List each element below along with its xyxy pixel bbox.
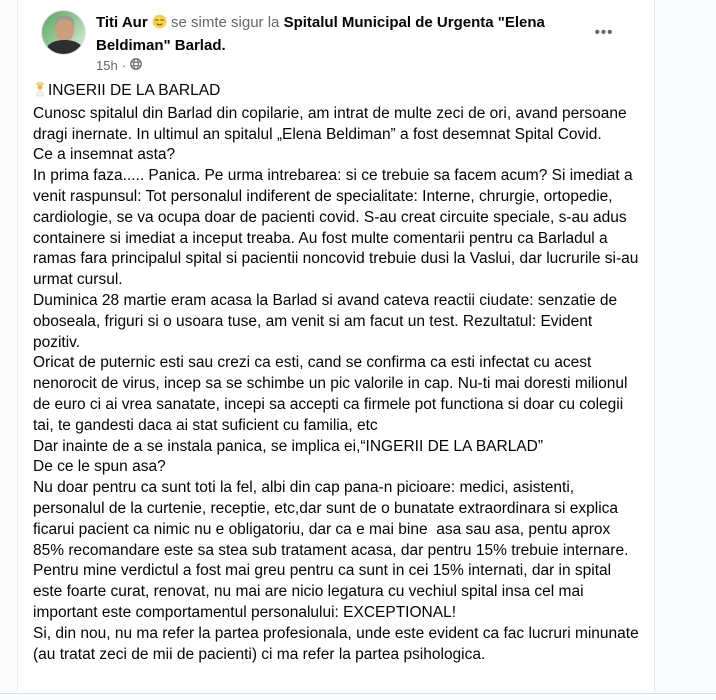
card-bottom-divider <box>0 693 716 700</box>
post-paragraph: In prima faza..... Panica. Pe urma intrebarea: si ce trebuie sa facem acum? Si imediat a venit raspunsul: Tot personalul indiferent de specialitate: Interne, chrurgie, ortopedie, cardiologie, se va ocupa doar de pacienti covid. S-au creat circuite speciale, s-au adus containere si imediat a inceput treaba. Au fost multe comentarii pentru ca Barladul a ramas fara principalul spital si pacientii noncovid trebuie dusi la Vaslui, dar lucrurile si-au urmat cursul. <box>33 167 643 289</box>
author-name-link[interactable]: Titi Aur <box>96 14 148 31</box>
post-paragraph: Nu doar pentru ca sunt toti la fel, albi din cap pana-n picioare: medici, asistenti, personalul de la curtenie, receptie, etc,dar sunt de o bunatate extraordinara si explica ficarui pacient ca nimic nu e obligatoriu, dar ca e mai bine asa sau asa, pentu aprox 85% recomandare este sa stea sub tratament acasa, dar pentru 15% trebuie internare. <box>33 479 629 559</box>
post-paragraph: Cunosc spitalul din Barlad din copilarie, am intrat de multe zeci de ori, avand persoane dragi inernate. In ultimul an spitalul „Elena Beldiman” a fost desemnat Spital Covid. <box>33 104 631 143</box>
globe-public-icon <box>130 58 142 73</box>
post-header <box>19 0 654 79</box>
place-name-link[interactable]: Spitalul Municipal de Urgenta "Elena Beldiman" Barlad. <box>96 14 545 54</box>
facebook-post-card <box>19 0 654 692</box>
post-paragraph: Dar inainte de a se instala panica, se implica ei,“INGERII DE LA BARLAD” <box>33 437 544 455</box>
post-paragraph: Pentru mine verdictul a fost mai greu pentru ca sunt in cei 15% internati, dar in spital este foarte curat, renovat, nu mai are nicio legatura cu vechiul spital insa cel mai important este comportamentul personalului: EXCEPTIONAL! <box>33 562 616 621</box>
action-text: se simte sigur la <box>171 14 280 31</box>
post-paragraph: Oricat de puternic esti sau crezi ca esti, cand se confirma ca esti infectat cu acest nenorocit de virus, incep sa se schimbe un pic valorile in cap. Nu-ti mai doresti milionul de euro ci ai vrea sanatate, incepi sa accepti ca firmele pot functiona si doar cu colegii tai, te gandesti daca ai stat suficient cu familia, etc <box>33 354 632 434</box>
post-title-text: INGERII DE LA BARLAD <box>48 82 221 99</box>
post-header-text <box>96 10 596 73</box>
relieved-face-emoji-icon <box>152 14 167 35</box>
post-title-line <box>33 81 640 104</box>
avatar-face-shape <box>55 19 74 41</box>
post-meta <box>96 58 596 73</box>
meta-separator: · <box>121 58 127 73</box>
timestamp-link[interactable]: 15h <box>96 58 118 73</box>
post-paragraph: Si, din nou, nu ma refer la partea profesionala, unde este evident ca fac lucruri minunate (au tratat zeci de mii de pacienti) ci ma refer la partea psihologica. <box>33 624 644 663</box>
more-options-button[interactable]: ••• <box>594 23 614 41</box>
post-paragraph: Ce a insemnat asta? <box>33 146 176 164</box>
post-paragraph: Duminica 28 martie eram acasa la Barlad si avand cateva reactii ciudate: senzatie de oboseala, friguri si o usoara tuse, am venit si am facut un test. Rezultatul: Evident pozitiv. <box>33 291 622 351</box>
page-gutter-left <box>0 0 18 692</box>
avatar[interactable] <box>41 10 86 55</box>
post-paragraph: De ce le spun asa? <box>33 458 166 476</box>
post-body-text <box>19 79 654 665</box>
baby-angel-emoji-icon <box>33 82 47 104</box>
avatar-torso-shape <box>47 40 82 55</box>
post-byline <box>96 12 596 56</box>
page-gutter-right <box>654 0 716 692</box>
